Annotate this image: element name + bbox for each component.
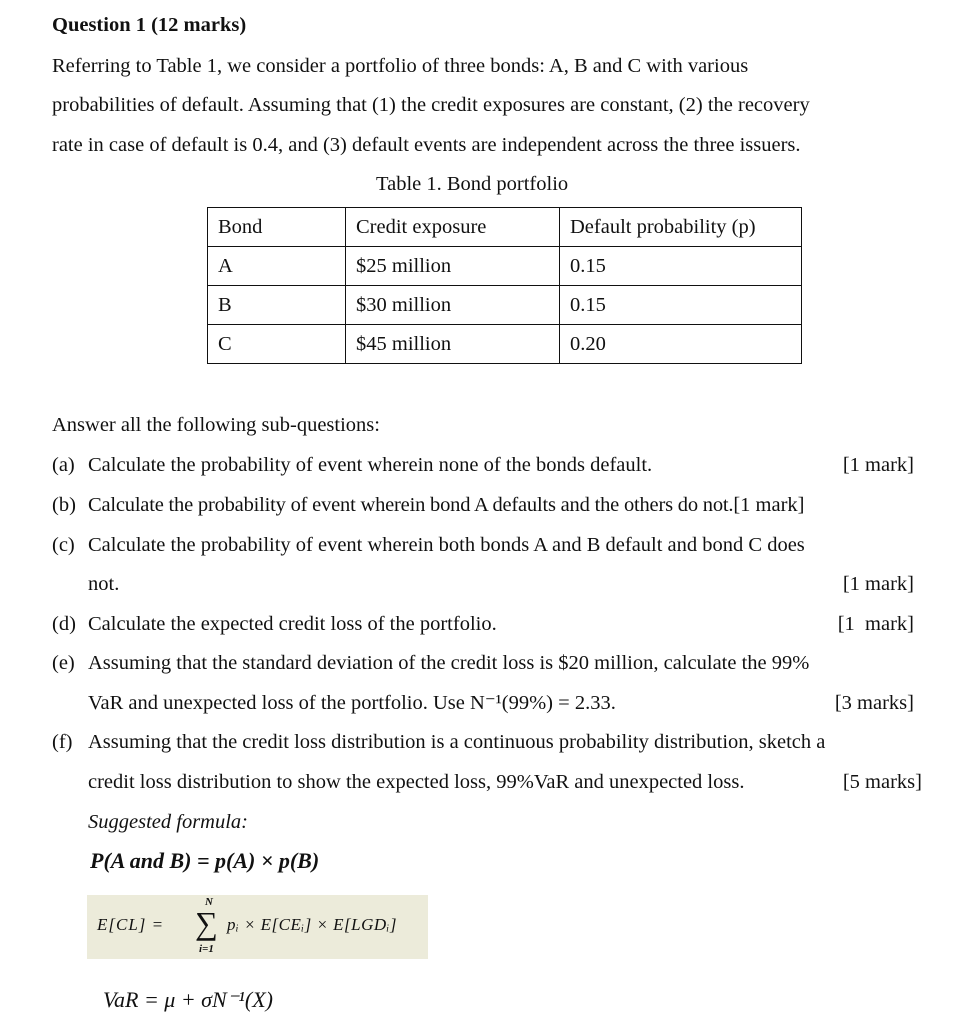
sub-mark: [5 marks] [842,771,922,793]
cell-bond: C [208,325,346,364]
sub-label: (c) [52,534,75,556]
sub-text: Calculate the probability of event wherein none of the bonds default. [88,454,653,476]
cell-exposure: $25 million [346,247,560,286]
header-probability: Default probability (p) [560,208,802,247]
cell-exposure: $30 million [346,286,560,325]
formula-heading: Suggested formula: [88,811,248,833]
cell-probability: 0.15 [560,247,802,286]
ecl-right: pᵢ × E[CEᵢ] × E[LGDᵢ] [227,915,397,934]
bond-table [207,207,802,364]
cell-bond: A [208,247,346,286]
subquestion-a [52,453,914,477]
table-row [208,325,802,364]
header-bond: Bond [208,208,346,247]
sub-mark: [1 mark] [842,454,914,476]
cell-exposure: $45 million [346,325,560,364]
sub-label: (b) [52,494,76,516]
sum-upper: N [205,896,213,908]
cell-probability: 0.15 [560,286,802,325]
ecl-left: E[CL] = [97,915,165,934]
subquestion-c-cont [52,572,914,596]
sub-text: Calculate the probability of event wherein bond A defaults and the others do not. [88,494,734,516]
sub-text: Calculate the probability of event wherein both bonds A and B default and bond C does [88,534,805,556]
table-row [208,286,802,325]
sub-mark: [1 mark] [842,573,914,595]
table-header-row [208,208,802,247]
table-caption: Table 1. Bond portfolio [376,173,569,195]
intro-line: probabilities of default. Assuming that (1) the credit exposures are constant, (2) the recovery [52,94,810,116]
sub-text-cont: VaR and unexpected loss of the portfolio. Use N⁻¹(99%) = 2.33. [88,692,616,714]
sub-mark: [1 mark] [837,613,914,635]
sub-label: (e) [52,652,75,674]
sub-label: (f) [52,731,73,753]
subquestion-f [52,730,914,754]
question-title: Question 1 (12 marks) [52,14,247,36]
sub-mark: [3 marks] [834,692,914,714]
sub-text: Assuming that the credit loss distribution is a continuous probability distribution, sketch a [88,731,826,753]
formula-expected-loss [87,895,428,959]
sub-label: (a) [52,454,75,476]
cell-bond: B [208,286,346,325]
sub-text-cont: credit loss distribution to show the expected loss, 99%VaR and unexpected loss. [88,771,745,793]
sub-mark: [1 mark] [733,494,805,516]
sum-lower: i=1 [199,943,214,955]
table-row [208,247,802,286]
subquestion-c [52,533,914,557]
sub-text: Assuming that the standard deviation of the credit loss is $20 million, calculate the 99% [88,652,810,674]
formula-var: VaR = μ + σN⁻¹(X) [103,987,273,1012]
subquestion-d [52,612,914,636]
header-exposure: Credit exposure [346,208,560,247]
sub-text: Calculate the expected credit loss of the portfolio. [88,613,497,635]
answer-intro: Answer all the following sub-questions: [52,414,380,436]
subquestion-e-cont [52,691,914,715]
formula-joint-probability: P(A and B) = p(A) × p(B) [90,848,320,873]
intro-line: rate in case of default is 0.4, and (3) default events are independent across the three issuers. [52,134,801,156]
sub-text-cont: not. [88,573,120,595]
subquestion-f-cont [52,770,922,794]
subquestion-e [52,651,914,675]
cell-probability: 0.20 [560,325,802,364]
intro-line: Referring to Table 1, we consider a portfolio of three bonds: A, B and C with various [52,55,749,77]
sigma-icon: ∑ [195,905,218,941]
sub-label: (d) [52,613,76,635]
subquestion-b [52,493,914,517]
